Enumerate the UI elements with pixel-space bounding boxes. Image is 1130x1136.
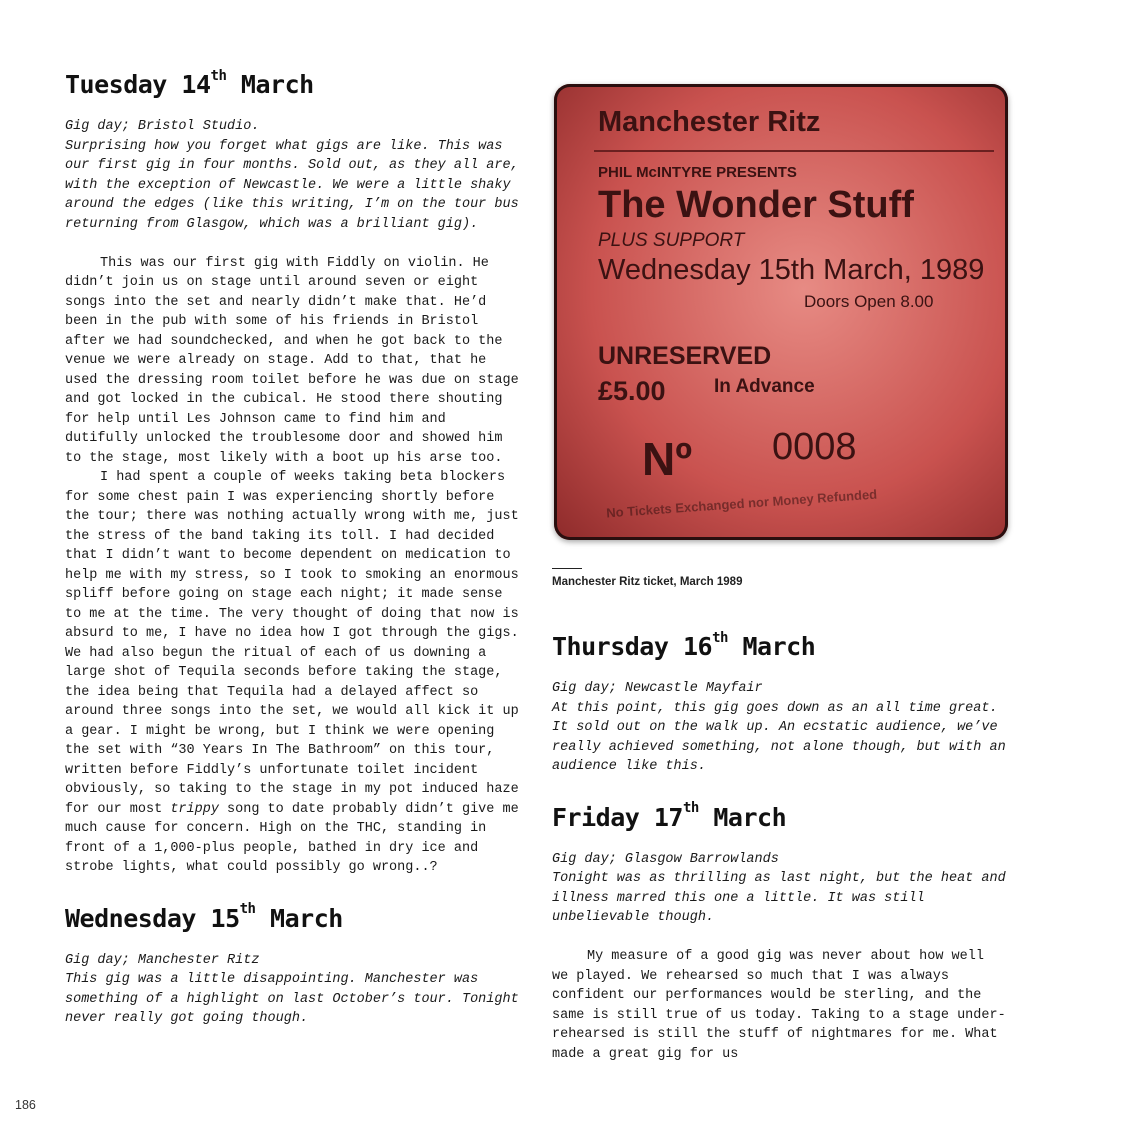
ticket-price: £5.00 — [598, 376, 666, 406]
ticket-photo — [554, 84, 1008, 540]
page-number: 186 — [15, 1098, 36, 1112]
ticket-presents: PHIL McINTYRE PRESENTS — [598, 164, 797, 181]
heading-wednesday: Wednesday 15th March — [65, 901, 343, 933]
gig-meta-tuesday: Gig day; Bristol Studio. — [65, 119, 260, 134]
ticket-rule — [594, 150, 994, 152]
gig-meta-friday: Gig day; Glasgow Barrowlands — [552, 851, 779, 867]
ticket-advance: In Advance — [714, 376, 815, 397]
ticket-venue: Manchester Ritz — [598, 106, 821, 138]
paragraph-beta-blockers: I had spent a couple of weeks taking beta blockers for some chest pain I was experiencing shortly before the tour; there was nothing actually wrong with me, just the stress of the band taking its toll. I had decided that I didn’t want to become dependent on medication to help me with my stress, so I took to smoking an enormous spliff before going on stage each night; it made sense to me at the time. The very thought of doing that now is absurd to me, I have no idea how I got through the gigs. We had also begun the ritual of each of us downing a large shot of Tequila seconds before taking the stage, the idea being that Tequila had a delayed affect so around three songs into the set, we would all kick it up a gear. I might be wrong, but I think we were opening the set with “30 Years In The Bathroom” on this tour, written before Fiddly’s unfortunate toilet incident obviously, so taking to the stage in my pot induced haze for our most trippy song to date probably didn’t give me much cause for concern. High on the THC, standing in front of a 1,000-plus people, bathed in dry ice and strobe lights, what could possibly go wrong..? — [65, 470, 519, 875]
ticket-footer: No Tickets Exchanged nor Money Refunded — [605, 486, 878, 521]
heading-tuesday: Tuesday 14th March — [65, 67, 314, 99]
ticket-doors: Doors Open 8.00 — [804, 292, 934, 311]
diary-note-tuesday: Surprising how you forget what gigs are like. This was our first gig in four months. Sold out, as they all are, with the exception of Newcastle. We were a little shaky around the edges (like this writing, I’m on the tour bus returning from Glasgow, which was a brilliant gig). — [65, 138, 519, 232]
ticket-support: PLUS SUPPORT — [598, 230, 745, 251]
ticket-band: The Wonder Stuff — [598, 184, 914, 226]
photo-caption: Manchester Ritz ticket, March 1989 — [552, 576, 743, 588]
diary-note-friday: Tonight was as thrilling as last night, but the heat and illness marred this one a little. It was still unbelievable though. — [552, 871, 1006, 925]
paragraph-good-gig: My measure of a good gig was never about how well we played. We rehearsed so much that I was always confident our performances would be sterling, and the same is still true of us today. Taking to a stage under-rehearsed is still the stuff of nightmares for me. What made a great gig for us — [552, 949, 1006, 1062]
diary-note-thursday: At this point, this gig goes down as an all time great. It sold out on the walk up. An ecstatic audience, we’ve really achieved something, not alone though, but with an audience like this. — [552, 700, 1006, 774]
diary-note-wednesday: This gig was a little disappointing. Manchester was something of a highlight on last October’s tour. Tonight never really got going though. — [65, 972, 519, 1026]
gig-meta-thursday: Gig day; Newcastle Mayfair — [552, 681, 763, 696]
ticket-number: 0008 — [772, 426, 857, 468]
left-column — [65, 67, 525, 1029]
caption-rule — [552, 568, 582, 569]
ticket-unreserved: UNRESERVED — [598, 342, 772, 370]
heading-friday: Friday 17th March — [552, 800, 787, 832]
ticket-date: Wednesday 15th March, 1989 — [598, 254, 985, 286]
heading-thursday: Thursday 16th March — [552, 629, 816, 661]
ticket-number-label: Nº — [642, 433, 693, 485]
paragraph-fiddly: This was our first gig with Fiddly on violin. He didn’t join us on stage until around seven or eight songs into the set and nearly didn’t make that. He’d been in the pub with some of his friends in Bristol after we had soundchecked, and when he got back to the venue we were already on stage. Add to that, that he used the dressing room toilet before he was due on stage and got locked in the cubical. He stood there shouting for help until Les Johnson came to find him and dutifully unlocked the troublesome door and showed him to the stage, most likely with a boot up his arse too. — [65, 255, 519, 466]
right-column — [552, 629, 1007, 1064]
gig-meta-wednesday: Gig day; Manchester Ritz — [65, 952, 260, 968]
